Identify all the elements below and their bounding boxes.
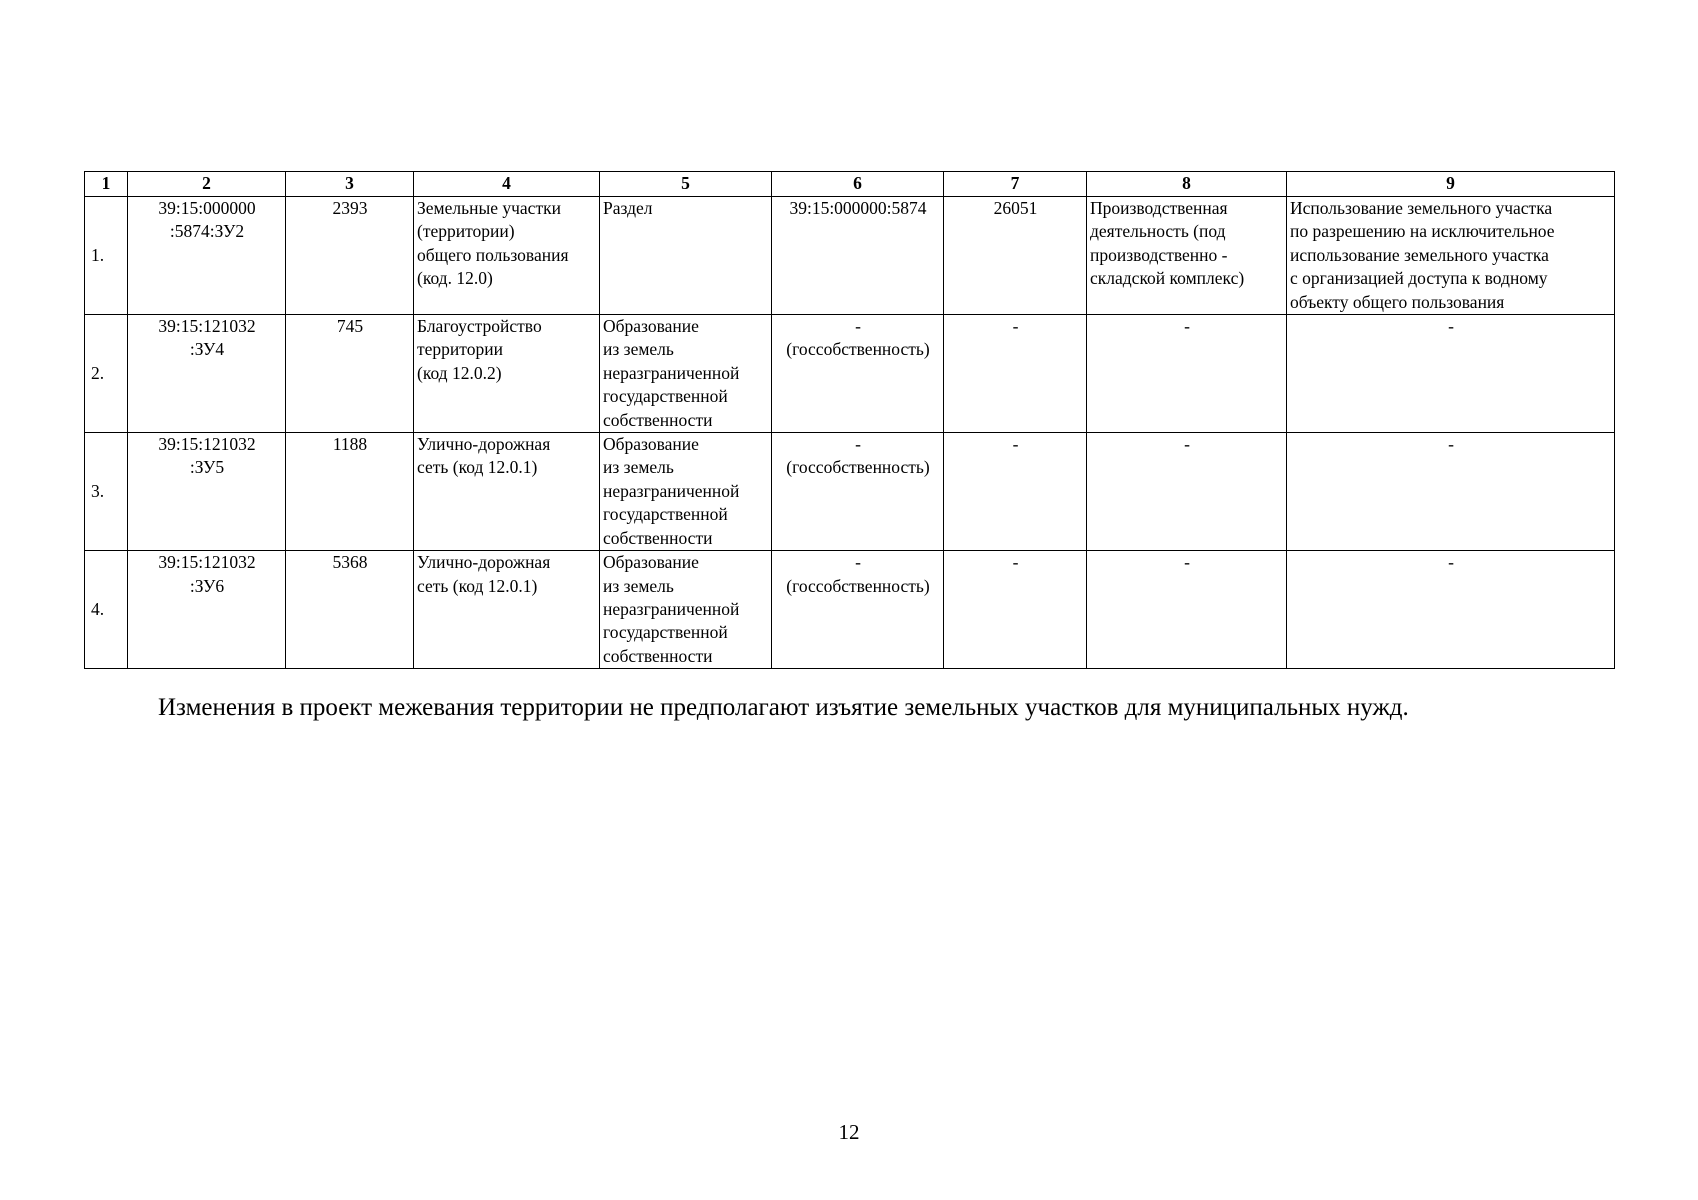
table-row xyxy=(85,433,1615,551)
header-cell: 1 xyxy=(85,172,128,197)
note-text: Изменения в проект межевания территории не предполагают изъятие земельных участков для муниципальных нужд. xyxy=(158,694,1409,721)
cell-line: - xyxy=(1184,552,1190,573)
header-cell: 6 xyxy=(772,172,944,197)
area-cell: 5368 xyxy=(286,551,414,669)
header-cell: 5 xyxy=(600,172,772,197)
formation-method-cell xyxy=(600,551,772,669)
header-row xyxy=(85,172,1615,197)
cell-line: Образование xyxy=(603,316,699,337)
page-number: 12 xyxy=(838,1120,860,1144)
note-cell xyxy=(1287,197,1615,315)
cell-line: (код 12.0.2) xyxy=(417,362,502,383)
land-plots-table-container xyxy=(84,171,1614,669)
source-plot-cell xyxy=(772,315,944,433)
cell-line: :5874:ЗУ2 xyxy=(169,221,245,242)
cadastral-number-cell xyxy=(128,551,286,669)
cell-line: Улично-дорожная xyxy=(417,552,551,573)
cell-line: 39:15:121032 xyxy=(158,552,256,573)
cell-line: :ЗУ4 xyxy=(189,339,225,360)
cell-line: Производственная xyxy=(1090,198,1228,218)
cell-line: с организацией доступа к водному xyxy=(1290,268,1548,289)
cell-line: 39:15:121032 xyxy=(158,434,256,455)
formation-method-cell xyxy=(600,315,772,433)
cell-line: неразграниченной xyxy=(603,362,740,383)
cell-line: (госсобственность) xyxy=(786,575,930,596)
cell-line: - xyxy=(1184,316,1190,337)
cell-line: (территории) xyxy=(417,221,515,242)
row-number-cell: 4. xyxy=(85,551,128,669)
area-cell: 745 xyxy=(286,315,414,433)
cell-line: производственно - xyxy=(1090,244,1228,265)
cadastral-number-cell xyxy=(128,433,286,551)
source-use-cell xyxy=(1087,433,1287,551)
table-body xyxy=(85,197,1615,669)
cell-line: из земель xyxy=(603,339,674,360)
source-plot-cell xyxy=(772,551,944,669)
cell-line: Земельные участки xyxy=(417,198,561,218)
cell-line: 39:15:000000 xyxy=(158,198,256,218)
header-cell: 4 xyxy=(414,172,600,197)
cell-line: неразграниченной xyxy=(603,598,740,619)
row-number-cell: 3. xyxy=(85,433,128,551)
cell-line: - xyxy=(855,434,861,455)
row-number-cell: 2. xyxy=(85,315,128,433)
cell-line: Использование земельного участка xyxy=(1290,198,1553,218)
cell-line: собственности xyxy=(603,409,713,430)
source-area-cell: - xyxy=(944,551,1087,669)
cell-line: государственной xyxy=(603,504,728,525)
cell-line: :ЗУ5 xyxy=(189,457,225,478)
use-type-cell xyxy=(414,197,600,315)
header-cell: 2 xyxy=(128,172,286,197)
table-row xyxy=(85,197,1615,315)
cell-line: (код. 12.0) xyxy=(417,268,493,289)
formation-method-cell xyxy=(600,433,772,551)
cell-line: территории xyxy=(417,339,503,360)
land-plots-table xyxy=(84,171,1615,669)
cell-line: складской комплекс) xyxy=(1090,268,1245,289)
formation-method-cell xyxy=(600,197,772,315)
cell-line: - xyxy=(1448,552,1454,573)
source-plot-cell xyxy=(772,433,944,551)
cell-line: использование земельного участка xyxy=(1290,244,1549,265)
use-type-cell xyxy=(414,433,600,551)
cell-line: из земель xyxy=(603,575,674,596)
source-use-cell xyxy=(1087,551,1287,669)
use-type-cell xyxy=(414,315,600,433)
cell-line: по разрешению на исключительное xyxy=(1290,221,1555,242)
cell-line: 39:15:000000:5874 xyxy=(789,198,927,218)
cell-line: сеть (код 12.0.1) xyxy=(417,457,538,478)
cell-line: собственности xyxy=(603,527,713,548)
cell-line: :ЗУ6 xyxy=(189,575,225,596)
cell-line: государственной xyxy=(603,622,728,643)
cell-line: - xyxy=(1448,316,1454,337)
cadastral-number-cell xyxy=(128,315,286,433)
cell-line: сеть (код 12.0.1) xyxy=(417,575,538,596)
table-row xyxy=(85,315,1615,433)
cell-line: общего пользования xyxy=(417,244,569,265)
cell-line: Благоустройство xyxy=(417,316,542,337)
row-number-cell: 1. xyxy=(85,197,128,315)
cell-line: Раздел xyxy=(603,198,653,218)
cell-line: (госсобственность) xyxy=(786,339,930,360)
cell-line: 39:15:121032 xyxy=(158,316,256,337)
cell-line: Образование xyxy=(603,552,699,573)
cell-line: (госсобственность) xyxy=(786,457,930,478)
header-cell: 7 xyxy=(944,172,1087,197)
cell-line: - xyxy=(855,552,861,573)
cell-line: - xyxy=(1448,434,1454,455)
cell-line: собственности xyxy=(603,645,713,666)
cell-line: Улично-дорожная xyxy=(417,434,551,455)
header-cell: 9 xyxy=(1287,172,1615,197)
table-row xyxy=(85,551,1615,669)
area-cell: 1188 xyxy=(286,433,414,551)
source-area-cell: - xyxy=(944,433,1087,551)
source-area-cell: 26051 xyxy=(944,197,1087,315)
header-cell: 8 xyxy=(1087,172,1287,197)
area-cell: 2393 xyxy=(286,197,414,315)
source-area-cell: - xyxy=(944,315,1087,433)
header-cell: 3 xyxy=(286,172,414,197)
cell-line: неразграниченной xyxy=(603,480,740,501)
cadastral-number-cell xyxy=(128,197,286,315)
cell-line: Образование xyxy=(603,434,699,455)
source-use-cell xyxy=(1087,197,1287,315)
cell-line: - xyxy=(855,316,861,337)
source-plot-cell xyxy=(772,197,944,315)
note-cell xyxy=(1287,433,1615,551)
cell-line: объекту общего пользования xyxy=(1290,291,1505,312)
source-use-cell xyxy=(1087,315,1287,433)
cell-line: государственной xyxy=(603,386,728,407)
note-cell xyxy=(1287,315,1615,433)
note-cell xyxy=(1287,551,1615,669)
cell-line: деятельность (под xyxy=(1090,221,1226,242)
cell-line: - xyxy=(1184,434,1190,455)
use-type-cell xyxy=(414,551,600,669)
cell-line: из земель xyxy=(603,457,674,478)
